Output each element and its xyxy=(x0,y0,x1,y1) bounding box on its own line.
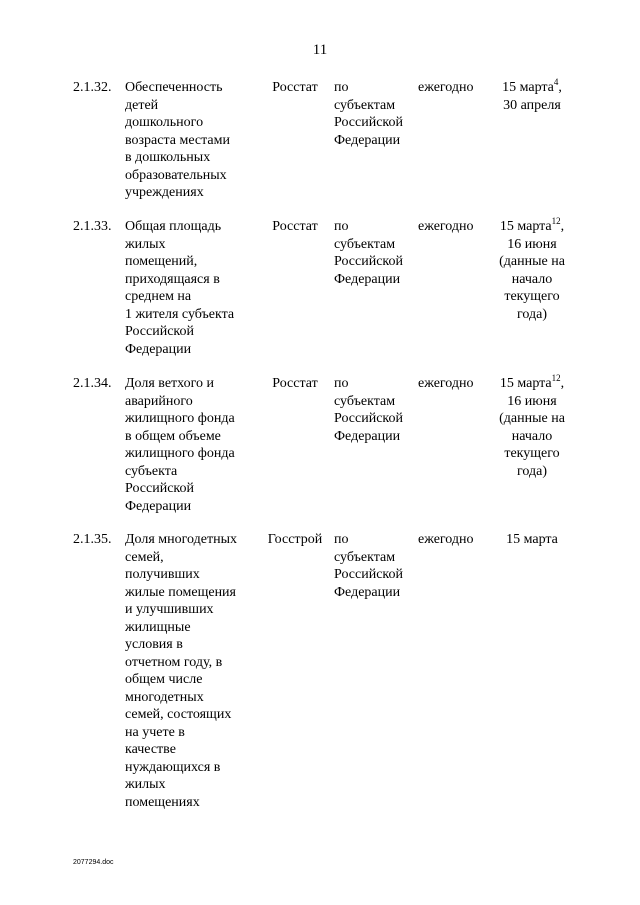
indicator-name: Обеспеченность детей дошкольного возраста местами в дошкольных образовательных учреждениях xyxy=(125,80,230,200)
footnote-mark: 12 xyxy=(551,216,561,226)
indicator-number: 2.1.33. xyxy=(73,219,112,234)
deadline-extra: , 16 июня (данные на начало текущего года) xyxy=(499,376,565,479)
footnote-mark: 4 xyxy=(553,77,559,87)
indicator-level: по субъектам Российской Федерации xyxy=(334,80,403,148)
indicator-source: Росстат xyxy=(272,80,318,95)
indicator-source: Госстрой xyxy=(267,532,323,547)
deadline-date: 15 марта xyxy=(502,80,554,95)
indicator-source: Росстат xyxy=(272,376,318,391)
indicator-name: Доля ветхого и аварийного жилищного фонда в общем объеме жилищного фонда субъекта Российской Федерации xyxy=(125,376,235,514)
indicator-source: Росстат xyxy=(272,219,318,234)
deadline-date: 15 марта xyxy=(499,376,552,391)
deadline-extra: , 16 июня (данные на начало текущего года) xyxy=(499,219,565,322)
indicator-periodicity: ежегодно xyxy=(418,219,474,234)
indicator-periodicity: ежегодно xyxy=(418,80,474,95)
deadline-date: 15 марта xyxy=(499,219,552,234)
indicator-level: по субъектам Российской Федерации xyxy=(334,376,403,444)
indicator-periodicity: ежегодно xyxy=(418,532,474,547)
indicator-name: Общая площадь жилых помещений, приходящаяся в среднем на 1 жителя субъекта Российской Федерации xyxy=(125,219,235,357)
indicator-deadline xyxy=(484,531,580,549)
deadline-date: 15 марта xyxy=(506,532,558,547)
indicator-deadline xyxy=(484,79,580,114)
indicator-periodicity: ежегодно xyxy=(418,376,474,391)
indicator-number: 2.1.34. xyxy=(73,376,112,391)
indicator-level: по субъектам Российской Федерации xyxy=(334,532,403,600)
indicator-number: 2.1.32. xyxy=(73,80,112,95)
indicator-deadline xyxy=(484,375,580,480)
deadline-extra: , 30 апреля xyxy=(503,80,562,113)
indicator-name: Доля многодетных семей, получивших жилые помещения и улучшивших жилищные условия в отчетном году, в общем числе многодетных семей, состоящих на учете в качестве нуждающихся в жилых помещениях xyxy=(125,532,237,810)
document-filename: 2077294.doc xyxy=(73,859,114,866)
footnote-mark: 12 xyxy=(551,373,561,383)
indicator-deadline xyxy=(484,218,580,323)
indicator-level: по субъектам Российской Федерации xyxy=(334,219,403,287)
page-number: 11 xyxy=(312,42,328,58)
indicator-number: 2.1.35. xyxy=(73,532,112,547)
